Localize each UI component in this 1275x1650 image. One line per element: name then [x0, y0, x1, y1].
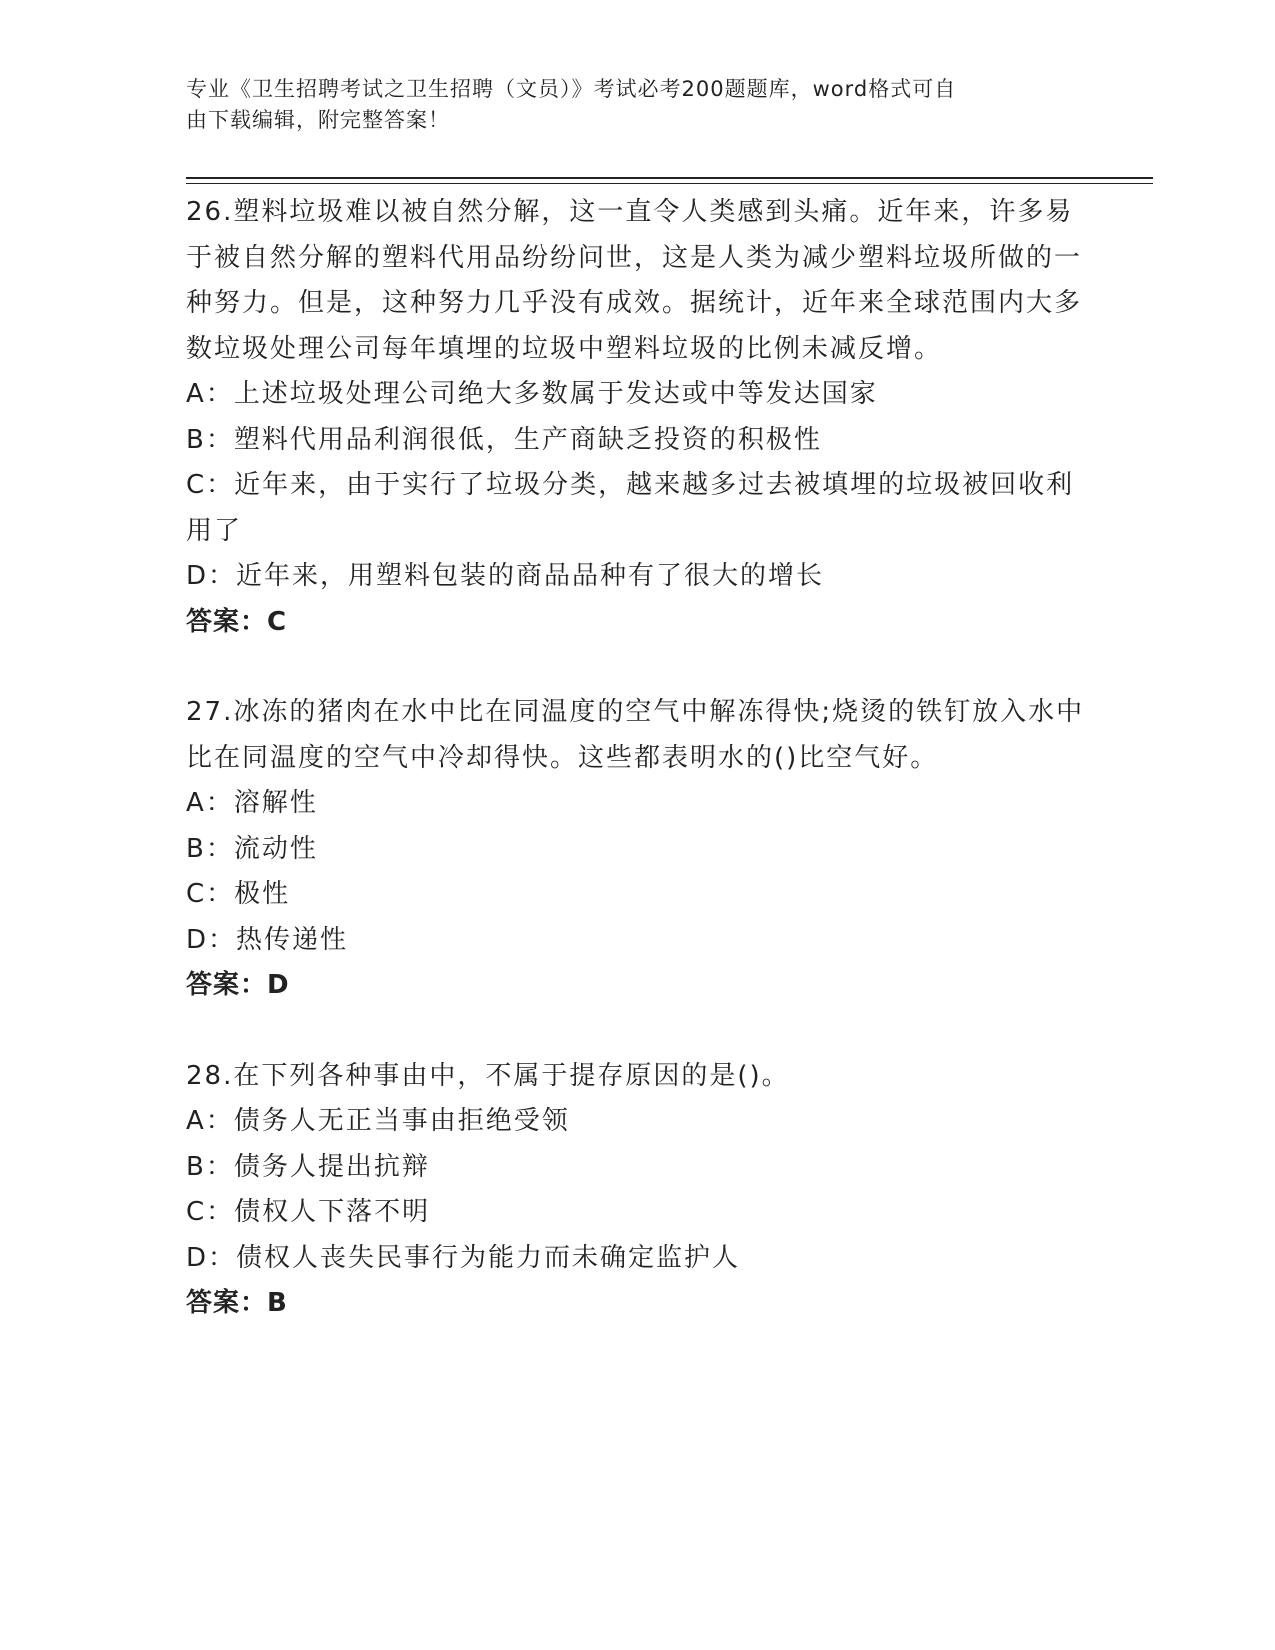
document-header — [186, 74, 1076, 136]
option-a: A：上述垃圾处理公司绝大多数属于发达或中等发达国家 — [186, 379, 878, 409]
option-c: C：债权人下落不明 — [186, 1197, 431, 1227]
option-c: C：极性 — [186, 879, 291, 909]
header-divider-thick — [186, 177, 1153, 179]
question-26 — [186, 190, 1086, 645]
option-b: B：流动性 — [186, 833, 318, 864]
option-d: D：近年来，用塑料包装的商品品种有了很大的增长 — [186, 561, 825, 591]
option-a: A：债务人无正当事由拒绝受领 — [186, 1106, 570, 1136]
header-divider-thin — [186, 183, 1153, 184]
option-c: C：近年来，由于实行了垃圾分类，越来越多过去被填埋的垃圾被回收利用了 — [186, 470, 1075, 546]
answer-label: 答案：D — [186, 970, 290, 1000]
answer-label: 答案：B — [186, 1288, 288, 1318]
question-27 — [186, 690, 1086, 1009]
option-d: D：债权人丧失民事行为能力而未确定监护人 — [186, 1242, 741, 1273]
header-line-1: 专业《卫生招聘考试之卫生招聘（文员）》考试必考200题题库，word格式可自 — [186, 77, 957, 101]
question-spacer — [186, 645, 1086, 690]
option-d: D：热传递性 — [186, 924, 349, 955]
option-b: B：债务人提出抗辩 — [186, 1151, 430, 1182]
question-spacer — [186, 1009, 1086, 1054]
option-a: A：溶解性 — [186, 788, 318, 818]
question-list — [186, 190, 1086, 1327]
question-stem: 27.冰冻的猪肉在水中比在同温度的空气中解冻得快;烧烫的铁钉放入水中比在同温度的空气中冷却得快。这些都表明水的()比空气好。 — [186, 697, 1085, 773]
question-28 — [186, 1054, 1086, 1327]
option-b: B：塑料代用品利润很低，生产商缺乏投资的积极性 — [186, 424, 822, 455]
question-stem: 26.塑料垃圾难以被自然分解，这一直令人类感到头痛。近年来，许多易于被自然分解的塑料代用品纷纷问世，这是人类为减少塑料垃圾所做的一种努力。但是，这种努力几乎没有成效。据统计，近年来全球范围内大多数垃圾处理公司每年填埋的垃圾中塑料垃圾的比例未减反增。 — [186, 197, 1083, 364]
answer-label: 答案：C — [186, 606, 288, 637]
header-line-2: 由下载编辑，附完整答案！ — [186, 108, 450, 132]
question-stem: 28.在下列各种事由中，不属于提存原因的是()。 — [186, 1060, 790, 1091]
